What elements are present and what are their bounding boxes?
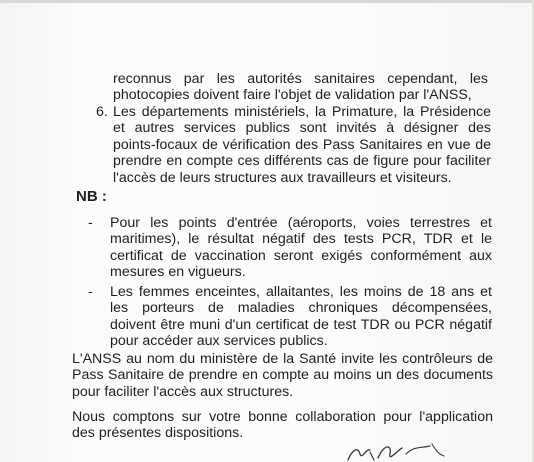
bullet-line: Les femmes enceintes, allaitantes, les moins de 18 ans et xyxy=(110,284,492,300)
bullet-dash: - xyxy=(88,215,93,231)
bullet-line: mesures en vigueurs. xyxy=(110,264,246,281)
intro-continuation xyxy=(113,71,488,104)
list-item-number: 6. xyxy=(96,104,108,120)
handwritten-signature xyxy=(340,440,460,462)
paragraph-anss-invitation xyxy=(72,351,493,400)
bullet-line: les porteurs de maladies chroniques décompensées, xyxy=(110,300,492,317)
list-item-line: Les départements ministériels, la Primature, la Présidence xyxy=(113,104,491,120)
paragraph-line: L'ANSS au nom du ministère de la Santé invite les contrôleurs de xyxy=(72,351,493,367)
intro-line: photocopies doivent faire l'objet de validation par l'ANSS, xyxy=(113,87,472,104)
bullet-body xyxy=(110,284,492,350)
bullet-line: maritimes), le résultat négatif des tests PCR, TDR et le xyxy=(110,231,492,248)
paragraph-line: des présentes dispositions. xyxy=(72,425,244,442)
bullet-line: pour accéder aux services publics. xyxy=(110,333,328,350)
list-item-line: et autres services publics sont invités à désigner des xyxy=(113,120,491,137)
bullet-dash: - xyxy=(88,284,93,300)
bullet-line: doivent être muni d'un certificat de test TDR ou PCR négatif xyxy=(110,316,492,333)
page-top-edge xyxy=(0,0,534,3)
list-item-body xyxy=(113,104,491,186)
bullet-body xyxy=(110,215,492,281)
bullet-line: certificat de vaccination seront exigés conformément aux xyxy=(110,247,492,264)
bullet-line: Pour les points d'entrée (aéroports, voies terrestres et xyxy=(110,215,492,231)
paragraph-line: pour faciliter l'accès aux structures. xyxy=(72,383,294,400)
list-item-line: points-focaux de vérification des Pass Sanitaires en vue de xyxy=(113,136,491,153)
list-item-line: prendre en compte ces différents cas de figure pour faciliter xyxy=(113,153,491,170)
paragraph-line: Pass Sanitaire de prendre en compte au moins un des documents xyxy=(72,367,493,384)
paragraph-closing xyxy=(72,409,493,442)
nb-label: NB : xyxy=(76,188,107,205)
intro-line: reconnus par les autorités sanitaires cependant, les xyxy=(113,71,488,87)
list-item-line: l'accès de leurs structures aux travailleurs et visiteurs. xyxy=(113,169,452,186)
paragraph-line: Nous comptons sur votre bonne collaboration pour l'application xyxy=(72,409,493,425)
